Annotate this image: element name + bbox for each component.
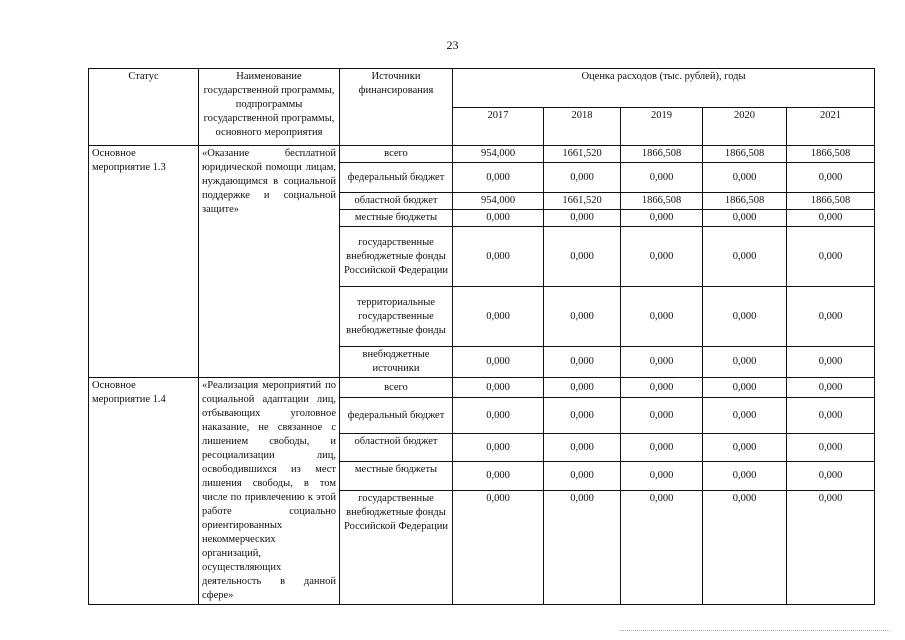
value-cell: 0,000: [621, 210, 703, 227]
value-cell: 0,000: [787, 433, 875, 462]
value-cell: 0,000: [453, 433, 544, 462]
value-cell: 0,000: [787, 163, 875, 193]
value-cell: 0,000: [544, 210, 621, 227]
value-cell: 0,000: [703, 347, 787, 378]
value-cell: 0,000: [703, 163, 787, 193]
value-cell: 0,000: [787, 462, 875, 491]
value-cell: 0,000: [544, 433, 621, 462]
value-cell: 0,000: [544, 378, 621, 398]
header-row-1: [89, 69, 875, 108]
value-cell: 1866,508: [787, 146, 875, 163]
value-cell: 0,000: [621, 378, 703, 398]
source-cell: государственные внебюджетные фонды Российской Федерации: [340, 227, 453, 287]
source-cell: внебюджетные источники: [340, 347, 453, 378]
value-cell: 0,000: [703, 462, 787, 491]
value-cell: 0,000: [544, 227, 621, 287]
value-cell: 1866,508: [787, 193, 875, 210]
header-year: 2017: [453, 107, 544, 146]
value-cell: 0,000: [453, 227, 544, 287]
table-row: [89, 146, 875, 163]
status-cell: Основное мероприятие 1.4: [89, 378, 199, 605]
source-cell: местные бюджеты: [340, 210, 453, 227]
value-cell: 0,000: [544, 163, 621, 193]
value-cell: 954,000: [453, 193, 544, 210]
value-cell: 954,000: [453, 146, 544, 163]
value-cell: 0,000: [787, 287, 875, 347]
value-cell: 0,000: [703, 433, 787, 462]
value-cell: 0,000: [453, 163, 544, 193]
source-cell: федеральный бюджет: [340, 398, 453, 434]
value-cell: 0,000: [621, 347, 703, 378]
value-cell: 0,000: [787, 490, 875, 604]
source-cell: всего: [340, 146, 453, 163]
financing-table: [88, 68, 875, 605]
value-cell: 1866,508: [703, 193, 787, 210]
value-cell: 0,000: [621, 462, 703, 491]
value-cell: 0,000: [453, 210, 544, 227]
page-number: 23: [446, 38, 459, 52]
value-cell: 0,000: [703, 227, 787, 287]
value-cell: 0,000: [703, 287, 787, 347]
value-cell: 1661,520: [544, 146, 621, 163]
header-name: Наименование государственной программы, подпрограммы государственной программы, основного мероприятия: [199, 69, 340, 146]
value-cell: 0,000: [787, 347, 875, 378]
value-cell: 0,000: [453, 287, 544, 347]
source-cell: государственные внебюджетные фонды Российской Федерации: [340, 490, 453, 604]
value-cell: 0,000: [703, 378, 787, 398]
value-cell: 0,000: [453, 462, 544, 491]
value-cell: 0,000: [544, 490, 621, 604]
value-cell: 0,000: [621, 163, 703, 193]
value-cell: 0,000: [621, 287, 703, 347]
table-row: [89, 378, 875, 398]
name-cell: «Реализация мероприятий по социальной адаптации лиц, отбывающих уголовное наказание, не связанное с лишением свободы, и ресоциализации лиц, освободившихся из мест лишения свободы, в том числе по привлечению к этой работе социально ориентированных некоммерческих организаций, осуществляющих деятельность в данной сфере»: [199, 378, 340, 605]
value-cell: 0,000: [787, 227, 875, 287]
header-status: Статус: [89, 69, 199, 146]
value-cell: 0,000: [787, 378, 875, 398]
value-cell: 1866,508: [703, 146, 787, 163]
value-cell: 0,000: [453, 347, 544, 378]
value-cell: 0,000: [621, 227, 703, 287]
value-cell: 0,000: [703, 398, 787, 434]
value-cell: 0,000: [703, 490, 787, 604]
value-cell: 0,000: [787, 210, 875, 227]
value-cell: 0,000: [453, 378, 544, 398]
value-cell: 0,000: [621, 398, 703, 434]
value-cell: 1866,508: [621, 193, 703, 210]
header-estimate: Оценка расходов (тыс. рублей), годы: [453, 69, 875, 108]
footer-dotted-line: [620, 630, 890, 633]
header-year: 2019: [621, 107, 703, 146]
value-cell: 0,000: [453, 398, 544, 434]
source-cell: федеральный бюджет: [340, 163, 453, 193]
value-cell: 0,000: [544, 398, 621, 434]
value-cell: 0,000: [621, 490, 703, 604]
header-year: 2018: [544, 107, 621, 146]
value-cell: 0,000: [621, 433, 703, 462]
value-cell: 0,000: [544, 347, 621, 378]
value-cell: 1661,520: [544, 193, 621, 210]
header-year: 2021: [787, 107, 875, 146]
value-cell: 0,000: [453, 490, 544, 604]
name-cell: «Оказание бесплатной юридической помощи лицам, нуждающимся в социальной поддержке и социальной защите»: [199, 146, 340, 378]
status-cell: Основное мероприятие 1.3: [89, 146, 199, 378]
header-sources: Источники финансирования: [340, 69, 453, 146]
source-cell: всего: [340, 378, 453, 398]
value-cell: 0,000: [703, 210, 787, 227]
source-cell: областной бюджет: [340, 193, 453, 210]
header-year: 2020: [703, 107, 787, 146]
source-cell: областной бюджет: [340, 433, 453, 462]
value-cell: 0,000: [544, 462, 621, 491]
value-cell: 0,000: [787, 398, 875, 434]
value-cell: 0,000: [544, 287, 621, 347]
source-cell: местные бюджеты: [340, 462, 453, 491]
value-cell: 1866,508: [621, 146, 703, 163]
source-cell: территориальные государственные внебюджетные фонды: [340, 287, 453, 347]
